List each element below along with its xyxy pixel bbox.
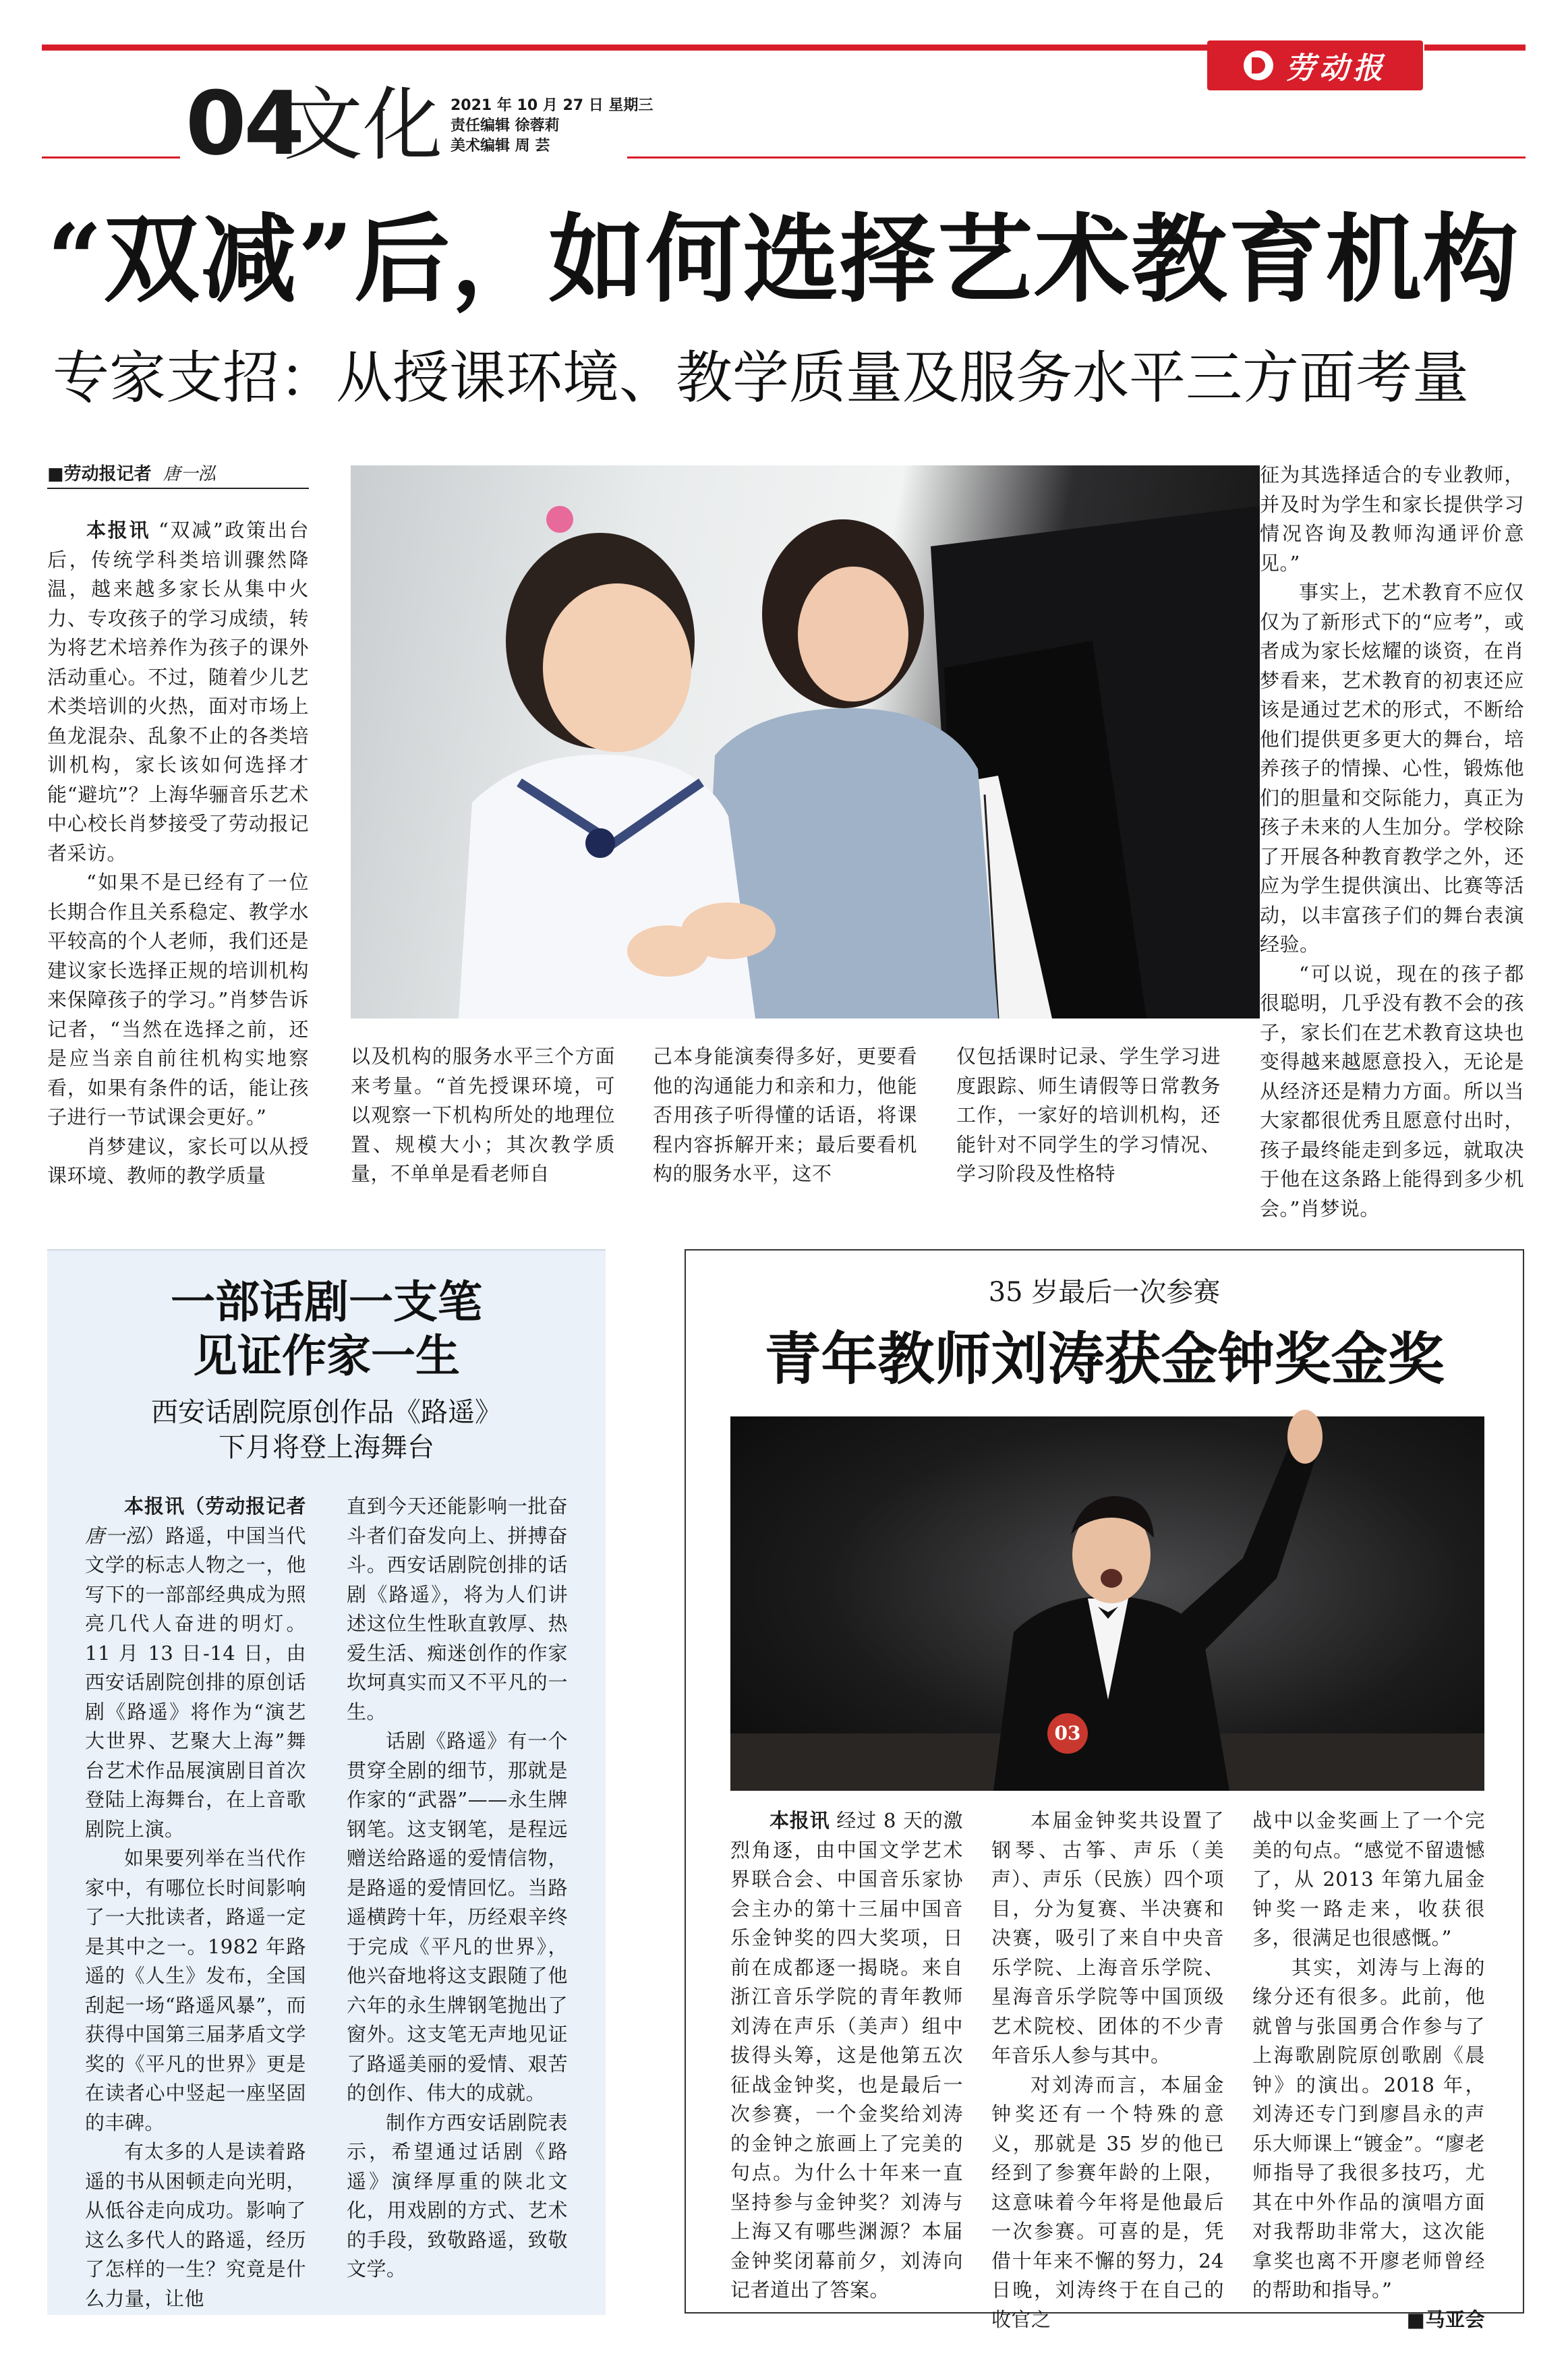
main-col-4 [956, 1042, 1221, 1204]
contestant-number-tag: 03 [1054, 1722, 1081, 1744]
singer-photo [730, 1416, 1484, 1791]
drama-col1-para2: 如果要列举在当代作家中，有哪位长时间影响了一大批读者，路遥一定是其中之一。1982 年路遥的《人生》发布，全国刮起一场“路遥风暴”，而获得中国第三届茅盾文学奖的《平凡的世界》更是在读者心中竖起一座坚固的丰碑。 [85, 1847, 306, 2134]
drama-col-1 [85, 1492, 306, 2310]
main-col3-para: 己本身能演奏得多好，更要看他的沟通能力和亲和力，他能否用孩子听得懂的话语，将课程内容拆解开来；最后要看机构的服务水平，这不 [653, 1045, 917, 1185]
main-col1-para3: 肖梦建议，家长可以从授课环境、教师的教学质量 [47, 1134, 309, 1187]
byline-name: 唐一泓 [163, 464, 216, 484]
award-col-1 [730, 1806, 963, 2299]
main-col4-para: 仅包括课时记录、学生学习进度跟踪、师生请假等日常教务工作，一家好的培训机构，还能针对不同学生的学习情况、学习阶段及性格特 [956, 1045, 1221, 1185]
drama-col1-para1-text: ）路遥，中国当代文学的标志人物之一，他写下的一部部经典成为照亮几代人奋进的明灯。11 月 13 日-14 日，由西安话剧院创排的原创话剧《路遥》将作为“演艺大世界、艺聚大上海”舞台艺术作品展演剧目首次登陆上海舞台，在上音歌剧院上演。 [85, 1524, 306, 1841]
page-number: 04 [185, 72, 302, 175]
drama-headline-line2: 见证作家一生 [193, 1329, 460, 1382]
drama-col-2 [347, 1492, 568, 2298]
issue-date: 2021 年 10 月 27 日 星期三 [451, 97, 654, 114]
award-col1-para [730, 1806, 963, 2305]
singer-illustration [730, 1416, 1484, 1791]
piano-lesson-photo [351, 465, 1260, 1018]
top-red-rule [42, 45, 1209, 51]
drama-subheadline [47, 1395, 606, 1465]
drama-headline-line1: 一部话剧一支笔 [171, 1275, 482, 1328]
main-col5-para3: “可以说，现在的孩子都很聪明，几乎没有教不会的孩子，家长们在艺术教育这块也变得越来越愿意投入，无论是从经济还是精力方面。所以当大家都很优秀且愿意付出时，孩子最终能走到多远，就取决于他在这条路上能得到多少机会。”肖梦说。 [1260, 962, 1524, 1220]
award-byline: ■马亚会 [1406, 2307, 1485, 2331]
main-col5-para2: 事实上，艺术教育不应仅仅为了新形式下的“应考”，或者成为家长炫耀的谈资，在肖梦看来，艺术教育的初衷还应该是通过艺术的形式，不断给他们提供更多更大的舞台，培养孩子的情操、心性，锻炼他们的胆量和交际能力，真正为孩子未来的人生加分。学校除了开展各种教育教学之外，还应为学生提供演出、比赛等活动，以丰富孩子们的舞台表演经验。 [1260, 581, 1524, 956]
piano-scene-illustration [351, 465, 1260, 1018]
award-col3-para2: 其实，刘涛与上海的缘分还有很多。此前，他就曾与张国勇合作参与了上海歌剧院原创歌剧《晨钟》的演出。2018 年，刘涛还专门到廖昌永的声乐大师课上“镀金”。“廖老师指导了我很多技巧，尤其在中外作品的演唱方面对我帮助非常大，这次能拿奖也离不开廖老师曾经的帮助和指导。” [1252, 1955, 1485, 2301]
award-col3-para1: 战中以金奖画上了一个完美的句点。“感觉不留遗憾了，从 2013 年第九届金钟奖一路走来，收获很多，很满足也很感慨。” [1252, 1809, 1485, 1949]
logo-mark-icon [1244, 51, 1273, 80]
section-name: 文化 [283, 78, 443, 171]
award-headline: 青年教师刘涛获金钟奖金奖 [764, 1325, 1445, 1392]
award-lead: 本报讯 [770, 1809, 830, 1832]
main-col1-para2: “如果不是已经有了一位长期合作且关系稳定、教学水平较高的个人老师，我们还是建议家长选择正规的培训机构来保障孩子的学习。”肖梦告诉记者，“当然在选择之前，还是应当亲自前往机构实地察看，如果有条件的话，能让孩子进行一节试课会更好。” [47, 871, 309, 1128]
art-editor-credit: 美术编辑 周 芸 [451, 138, 550, 154]
award-kicker: 35 岁最后一次参赛 [988, 1277, 1221, 1308]
drama-col2-para2: 话剧《路遥》有一个贯穿全剧的细节，那就是作家的“武器”——永生牌钢笔。这支钢笔，是程远赠送给路遥的爱情信物，是路遥的爱情回忆。当路遥横跨十年，历经艰辛终于完成《平凡的世界》，他兴奋地将这支跟随了他六年的永生牌钢笔抛出了窗外。这支笔无声地见证了路遥美丽的爱情、艰苦的创作、伟大的成就。 [347, 1729, 568, 2104]
award-col2-para1: 本届金钟奖共设置了钢琴、古筝、声乐（美声）、声乐（民族）四个项目，分为复赛、半决赛和决赛，吸引了来自中央音乐学院、上海音乐学院、星海音乐学院等中国顶级艺术院校、团体的不少青年音乐人参与其中。 [991, 1809, 1224, 2067]
masthead-line-right [627, 156, 1526, 159]
editor-credit: 责任编辑 徐蓉莉 [451, 117, 560, 134]
logo-text: 劳动报 [1285, 51, 1387, 86]
main-col2-para: 以及机构的服务水平三个方面来考量。“首先授课环境，可以观察一下机构所处的地理位置、规模大小；其次教学质量，不单单是看老师自 [351, 1045, 615, 1185]
award-col2-para2: 对刘涛而言，本届金钟奖还有一个特殊的意义，那就是 35 岁的他已经到了参赛年龄的上限，这意味着今年将是他最后一次参赛。可喜的是，凭借十年来不懈的努力，24 日晚，刘涛终于在自己的收官之 [991, 2073, 1224, 2331]
drama-lead: 本报讯（劳动报记者 [124, 1495, 306, 1518]
main-col5-para1: 征为其选择适合的专业教师，并及时为学生和家长提供学习情况咨询及教师沟通评价意见。” [1260, 463, 1524, 575]
main-col-1 [47, 516, 309, 1190]
paper-logo [1207, 40, 1423, 90]
masthead-line-left [42, 156, 180, 159]
drama-sub-line2: 下月将登上海舞台 [219, 1432, 434, 1463]
main-col1-para1-text: “双减”政策出台后，传统学科类培训骤然降温，越来越多家长从集中火力、专攻孩子的学习成绩，转为将艺术培养作为孩子的课外活动重心。不过，随着少儿艺术类培训的火热，面对市场上鱼龙混杂、乱象不止的各类培训机构，家长该如何选择才能“避坑”？上海华骊音乐艺术中心校长肖梦接受了劳动报记者采访。 [47, 519, 309, 865]
award-col-3 [1252, 1806, 1485, 2331]
main-col-2 [351, 1042, 615, 1204]
award-col-2 [991, 1806, 1224, 2331]
main-col-5 [1260, 461, 1524, 1220]
drama-headline [47, 1275, 606, 1383]
drama-col1-para1 [85, 1492, 306, 1844]
drama-sub-line1: 西安话剧院原创作品《路遥》 [151, 1397, 502, 1428]
drama-col2-para1: 直到今天还能影响一批奋斗者们奋发向上、拼搏奋斗。西安话剧院创排的话剧《路遥》，将为人们讲述这位生性耿直敦厚、热爱生活、痴迷创作的作家坎坷真实而又不平凡的一生。 [347, 1495, 568, 1723]
byline-label: ■劳动报记者 [47, 464, 152, 484]
main-byline [47, 461, 309, 489]
drama-col1-para3: 有太多的人是读着路遥的书从困顿走向光明，从低谷走向成功。影响了这么多代人的路遥，经历了怎样的一生？究竟是什么力量，让他 [85, 2140, 306, 2310]
award-col1-text: 经过 8 天的激烈角逐，由中国文学艺术界联合会、中国音乐家协会主办的第十三届中国音乐金钟奖的四大奖项，日前在成都逐一揭晓。来自浙江音乐学院的青年教师刘涛在声乐（美声）组中拔得头筹，这是他第五次征战金钟奖，也是最后一次参赛，一个金奖给刘涛的金钟之旅画上了完美的句点。为什么十年来一直坚持参与金钟奖？刘涛与上海又有哪些渊源？本届金钟奖闭幕前夕，刘涛向记者道出了答案。 [730, 1809, 964, 2301]
masthead-meta [451, 96, 653, 156]
main-col1-para1 [47, 516, 309, 868]
main-headline: “双减”后，如何选择艺术教育机构 [47, 204, 1520, 316]
top-red-rule-right [1424, 45, 1526, 51]
main-col-3 [653, 1042, 917, 1204]
main-subheadline: 专家支招：从授课环境、教学质量及服务水平三方面考量 [53, 345, 1470, 411]
main-lead: 本报讯 [86, 519, 151, 542]
drama-lead-name: 唐一泓 [85, 1524, 146, 1547]
drama-col2-para3: 制作方西安话剧院表示，希望通过话剧《路遥》演绎厚重的陕北文化，用戏剧的方式、艺术的手段，致敬路遥，致敬文学。 [347, 2110, 568, 2280]
